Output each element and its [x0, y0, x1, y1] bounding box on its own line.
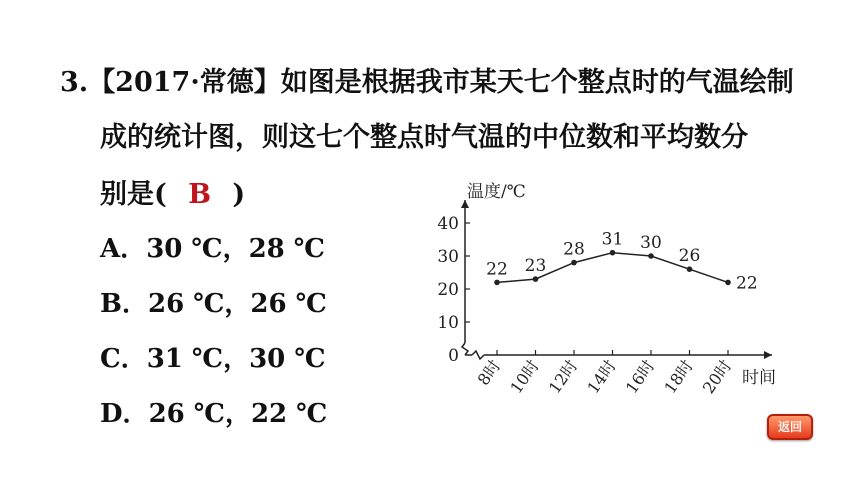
data-point: [725, 280, 731, 286]
question-text-1: 如图是根据我市某天七个整点时的气温绘制: [280, 67, 794, 98]
x-tick-label: 10时: [506, 356, 543, 398]
chart-axes: [461, 200, 772, 359]
option-letter: D．: [100, 399, 149, 429]
data-label: 23: [524, 256, 547, 277]
option-letter: A．: [100, 234, 147, 264]
option-d[interactable]: [100, 393, 327, 430]
data-label: 22: [736, 273, 758, 294]
question-line-1: [60, 60, 794, 99]
x-tick-label: 18时: [660, 356, 697, 398]
option-c[interactable]: [100, 338, 325, 375]
x-tick-label: 20时: [698, 356, 736, 398]
data-label: 30: [640, 233, 662, 253]
x-tick-label: 12时: [544, 356, 582, 398]
option-text: 26 ℃，26 ℃: [147, 289, 327, 319]
question-source: 【2017·常德】: [88, 67, 281, 98]
data-point: [610, 250, 616, 256]
y-axis-title: 温度/℃: [467, 182, 526, 202]
y-tick-label: 20: [437, 280, 459, 300]
x-axis-title: 时间: [742, 368, 776, 388]
option-text: 26 ℃，22 ℃: [148, 399, 328, 429]
x-axis-arrow: [764, 351, 772, 359]
option-letter: C．: [100, 344, 147, 374]
temperature-line-chart: [420, 180, 800, 400]
x-tick-label: 14时: [583, 356, 620, 398]
data-point: [687, 266, 693, 272]
y-tick-label: 30: [437, 247, 459, 267]
data-point: [571, 260, 577, 266]
question-line-3: [100, 172, 245, 211]
y-tick-label: 10: [437, 313, 459, 333]
question-text-2: 成的统计图，则这七个整点时气温的中位数和平均数分: [100, 122, 748, 153]
option-text: 31 ℃，30 ℃: [146, 344, 326, 374]
x-axis-break: [472, 351, 484, 359]
y-axis-break: [462, 343, 468, 355]
question-line-2: [100, 115, 748, 154]
data-label: 28: [563, 239, 585, 260]
back-button[interactable]: 返回: [767, 414, 813, 440]
option-b[interactable]: [100, 283, 327, 320]
data-point: [494, 280, 500, 286]
data-label: 26: [678, 246, 701, 267]
data-point: [648, 253, 654, 259]
answer-mark: B: [188, 179, 212, 210]
x-tick-label: 8时: [473, 356, 505, 389]
data-point: [533, 276, 539, 282]
chart-labels: [437, 182, 776, 397]
option-text: 30 ℃，28 ℃: [146, 234, 325, 264]
question-number: 3.: [60, 67, 89, 98]
option-letter: B．: [100, 289, 148, 319]
question-text-3-end: ): [232, 179, 246, 210]
option-a[interactable]: [100, 228, 325, 265]
question-text-3: 别是(: [100, 179, 167, 210]
data-label: 31: [601, 229, 624, 250]
y-tick-label: 40: [437, 214, 459, 234]
x-tick-label: 16时: [621, 356, 659, 398]
data-label: 22: [486, 259, 508, 280]
y-tick-label: 0: [448, 346, 459, 366]
